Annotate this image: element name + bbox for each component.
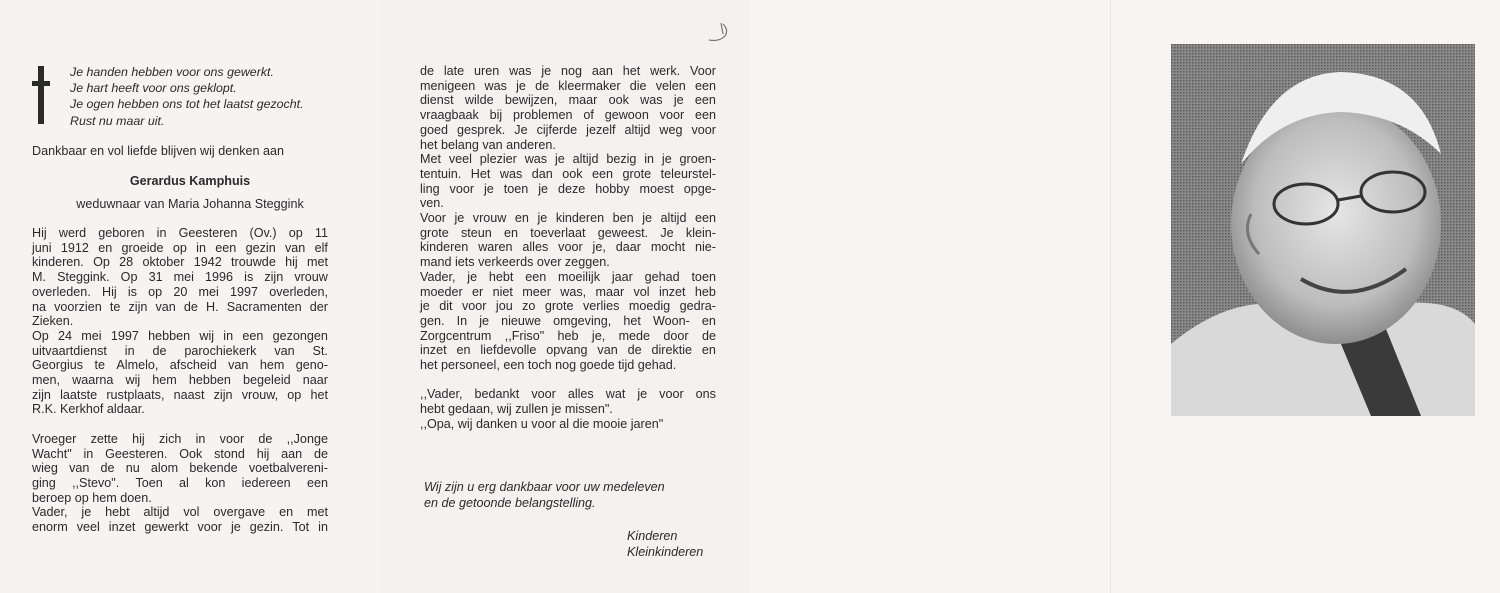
text-line: men, waarna wij hem hebben begeleid naar: [32, 373, 328, 388]
text-line: tentuin. Het was dan ook een grote teleurstel-: [420, 166, 716, 181]
verse-line: Je ogen hebben ons tot het laatst gezocht.: [70, 97, 304, 112]
verse-line: Je handen hebben voor ons gewerkt.: [70, 65, 274, 79]
text-line: kinderen. Op 28 oktober 1942 trouwde hij met: [32, 255, 328, 270]
fold-line: [1110, 0, 1111, 593]
text-line: Hij werd geboren in Geesteren (Ov.) op 11: [32, 226, 328, 240]
text-line: goed gesprek. Je cijferde jezelf altijd weg voor: [420, 122, 716, 137]
thanks-line: en de getoonde belangstelling.: [424, 496, 596, 510]
thanks-text: [424, 479, 665, 511]
text-line: Voor je vrouw en je kinderen ben je altijd een: [420, 211, 716, 226]
text-line: grote steun en toeverlaat geweest. Je klein-: [420, 225, 716, 240]
text-line: ,,Opa, wij danken u voor al die mooie jaren": [420, 416, 664, 431]
text-line: ging ,,Stevo". Toen al kon iedereen een: [32, 475, 328, 490]
text-line: Georgius te Almelo, afscheid van hem geno-: [32, 358, 328, 373]
text-line: kinderen waren alles voor je, daar mocht nie-: [420, 240, 716, 255]
text-line: het belang van anderen.: [420, 137, 556, 152]
text-line: Op 24 mei 1997 hebben wij in een gezongen: [32, 328, 328, 343]
text-line: Vroeger zette hij zich in voor de ,,Jonge: [32, 431, 328, 446]
text-line: de late uren was je nog aan het werk. Voor: [420, 64, 716, 78]
text-line: uitvaartdienst in de parochiekerk van St.: [32, 343, 328, 358]
signoff: [627, 528, 703, 560]
text-line: inzet en liefdevolle opvang van de direktie en: [420, 343, 716, 358]
text-line: mand iets verkeerds over zeggen.: [420, 255, 610, 270]
text-line: gen. In je nieuwe omgeving, het Woon- en: [420, 313, 716, 328]
cross-icon: [32, 66, 50, 124]
text-line: Zorgcentrum ,,Friso" heb je, mede door de: [420, 328, 716, 343]
text-line: ,,Vader, bedankt voor alles wat je voor ons: [420, 387, 716, 402]
text-line: dienst wilde bewijzen, maar ook was je een: [420, 93, 716, 108]
thanks-line: Wij zijn u erg dankbaar voor uw medeleven: [424, 480, 665, 494]
text-line: ling voor je toen je deze hobby moest opge-: [420, 181, 716, 196]
text-line: Vader, je hebt altijd vol overgave en met: [32, 505, 328, 520]
text-line: hebt gedaan, wij zullen je missen".: [420, 402, 613, 417]
biography-middle-column: [420, 64, 716, 432]
text-line: je dit voor jou zo grote verlies moedig gedra-: [420, 299, 716, 314]
text-line: R.K. Kerkhof aldaar.: [32, 402, 145, 417]
verse-line: Je hart heeft voor ons geklopt.: [70, 81, 237, 96]
text-line: Zieken.: [32, 314, 74, 329]
paragraph-gap: [420, 373, 716, 388]
text-line: beroep op hem doen.: [32, 490, 152, 505]
verse: [70, 64, 370, 129]
text-line: het personeel, een toch nog goede tijd gehad.: [420, 358, 677, 373]
text-line: M. Steggink. Op 31 mei 1996 is zijn vrouw: [32, 270, 328, 285]
text-line: juni 1912 en groeide op in een gezin van elf: [32, 240, 328, 255]
text-line: ven.: [420, 196, 444, 211]
text-line: menigeen was je de kleermaker die velen een: [420, 78, 716, 93]
biography-left-column: [32, 226, 328, 535]
spouse-text: weduwnaar van Maria Johanna Steggink: [76, 197, 304, 211]
paragraph-gap: [32, 417, 328, 432]
text-line: moeder er niet meer was, maar vol inzet heb: [420, 284, 716, 299]
intro-text: Dankbaar en vol liefde blijven wij denken aan: [32, 144, 285, 158]
text-line: na voorzien te zijn van de H. Sacramenten der: [32, 299, 328, 314]
signoff-line: Kinderen: [627, 529, 678, 543]
verse-line: Rust nu maar uit.: [70, 113, 165, 128]
text-line: vraagbaak bij problemen of gewoon voor een: [420, 108, 716, 123]
text-line: zijn laatste rustplaats, naast zijn vrouw, op het: [32, 387, 328, 402]
text-line: Met veel plezier was je altijd bezig in je groen-: [420, 152, 716, 167]
pen-mark-icon: [705, 20, 735, 44]
text-line: Wacht" in Geesteren. Ook stond hij aan de: [32, 446, 328, 461]
text-line: enorm veel inzet gewerkt voor je gezin. Tot in: [32, 520, 328, 535]
text-line: overleden. Hij is op 20 mei 1997 overleden,: [32, 284, 328, 299]
signoff-line: Kleinkinderen: [627, 545, 704, 559]
portrait-photo: [1171, 44, 1475, 416]
text-line: Vader, je hebt een moeilijk jaar gehad toen: [420, 269, 716, 284]
deceased-name: Gerardus Kamphuis: [129, 174, 251, 188]
text-line: wieg van de nu alom bekende voetbalvereni-: [32, 461, 328, 476]
